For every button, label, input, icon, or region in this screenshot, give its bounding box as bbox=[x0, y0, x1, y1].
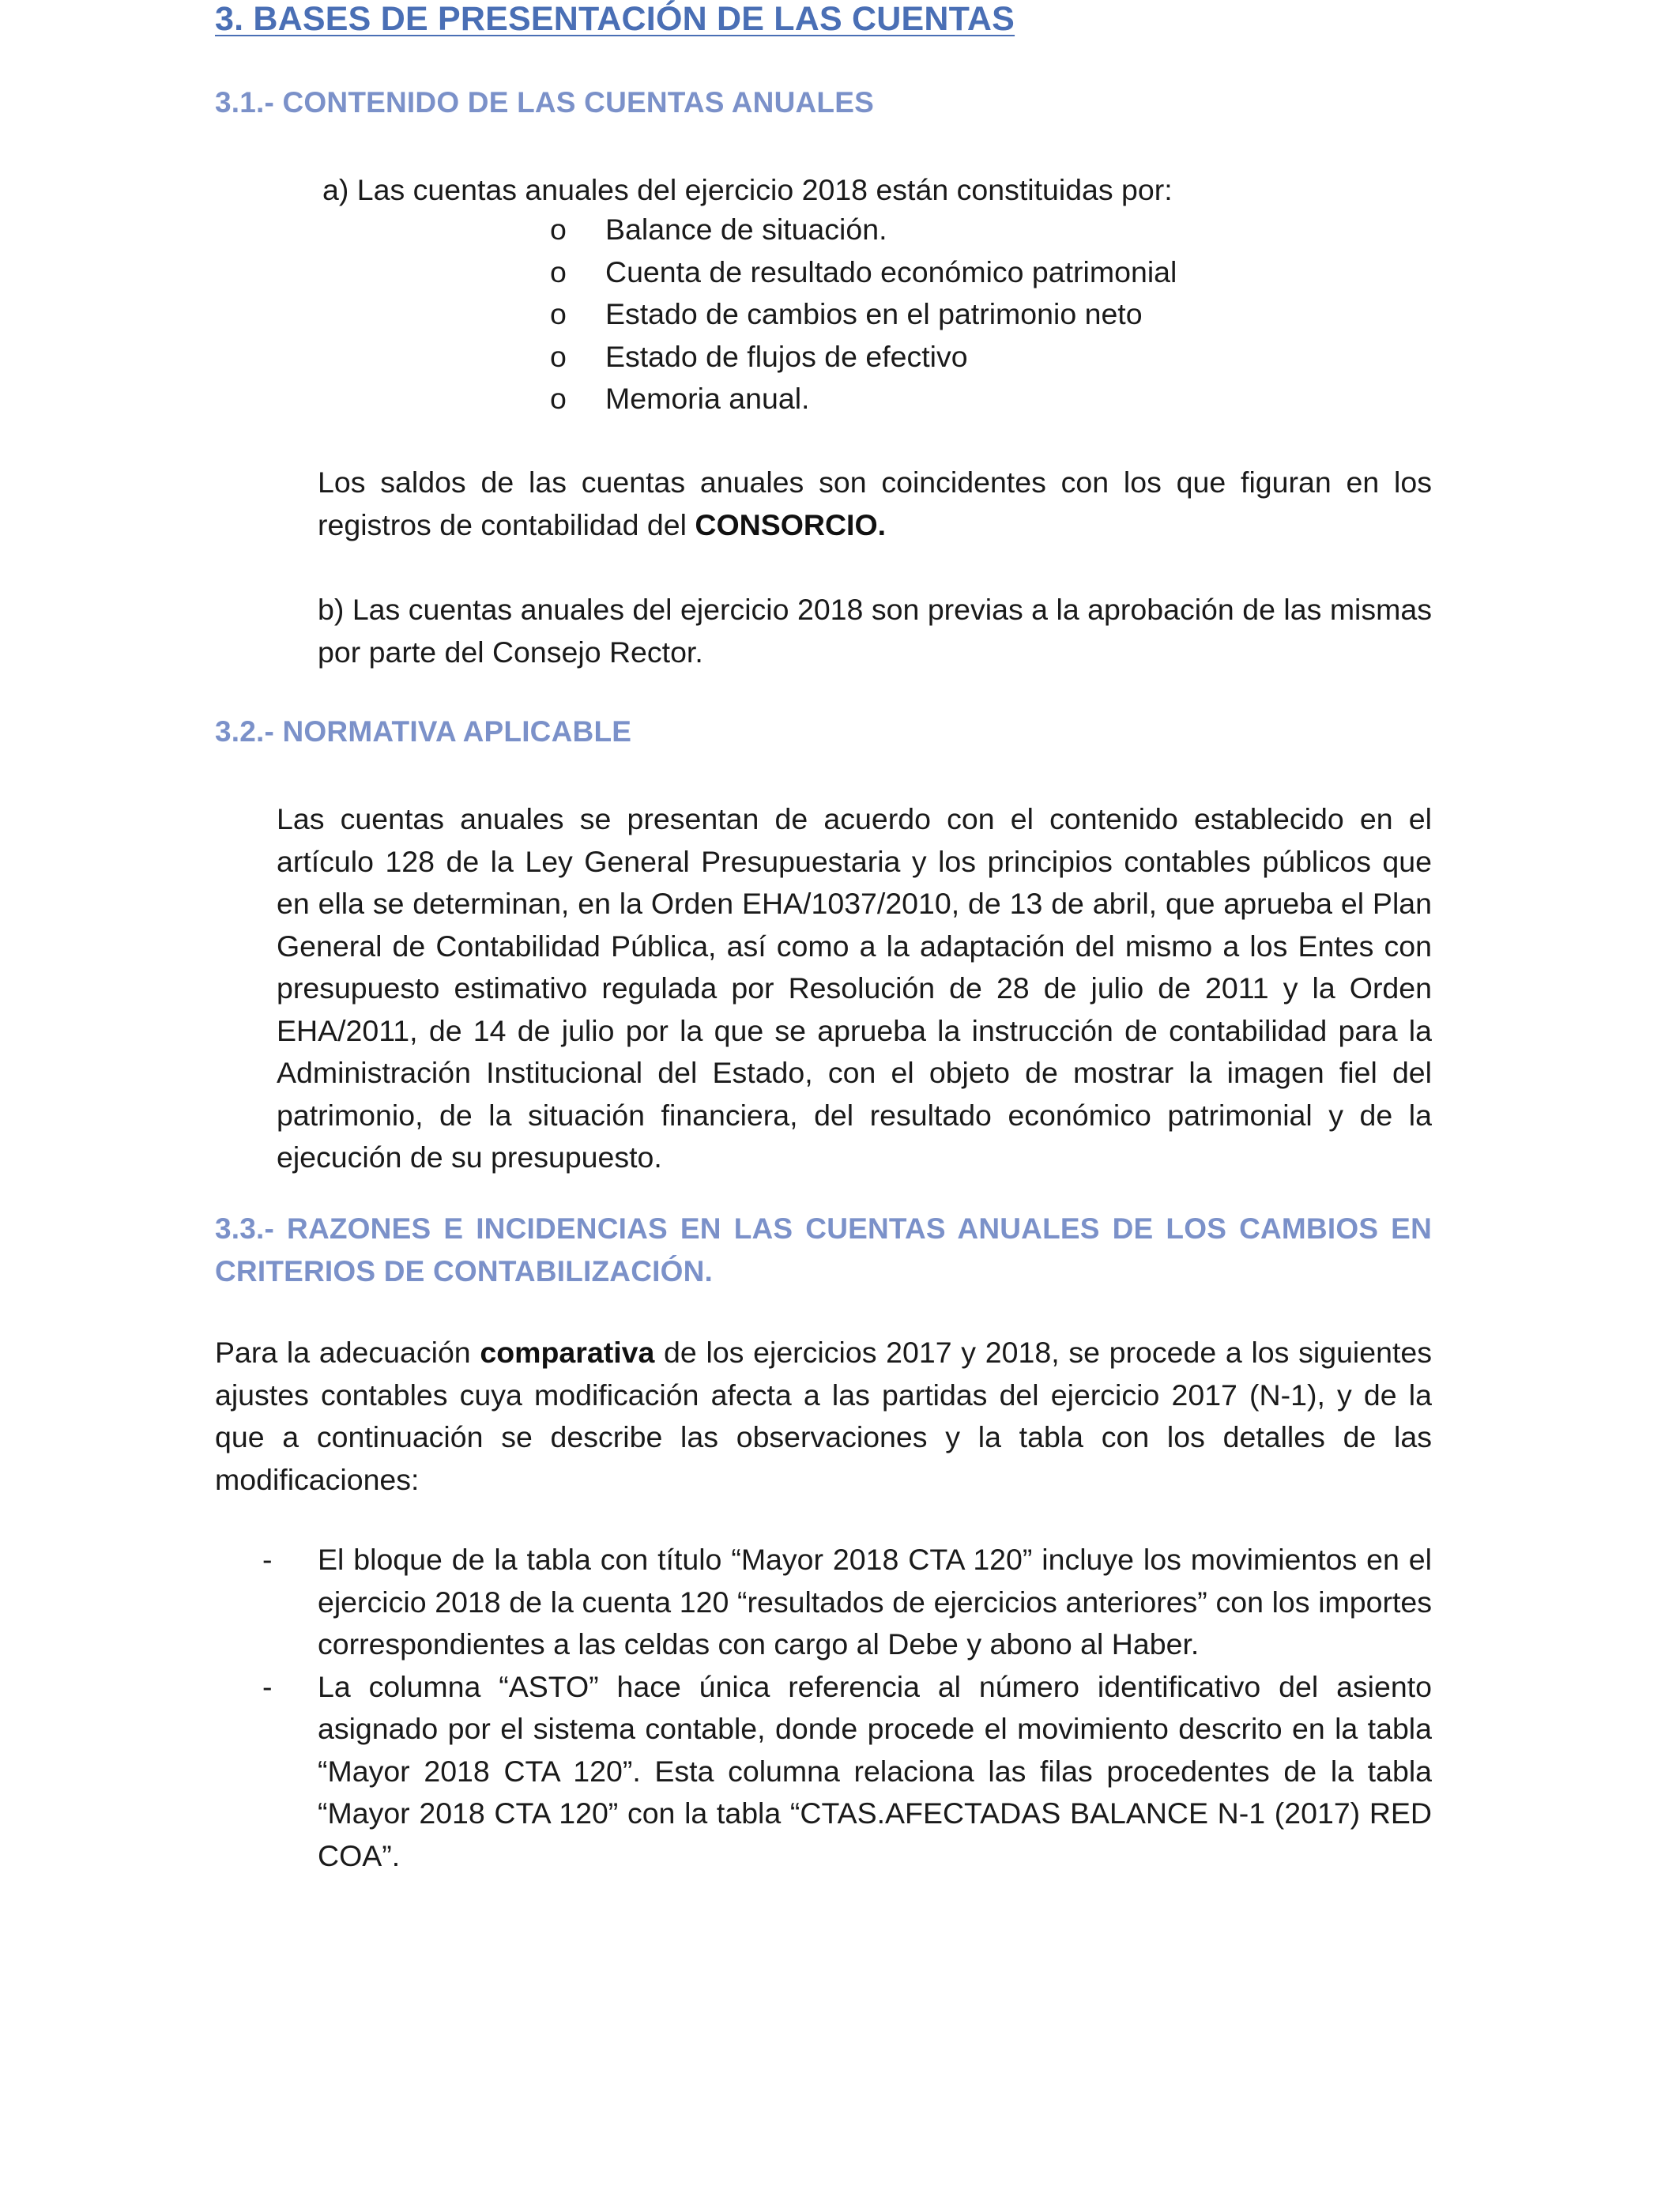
list-item-text: Estado de cambios en el patrimonio neto bbox=[605, 297, 1143, 330]
section-3-2-title: 3.2.- NORMATIVA APLICABLE bbox=[215, 715, 632, 748]
main-heading: 3. BASES DE PRESENTACIÓN DE LAS CUENTAS bbox=[215, 0, 1015, 38]
bullet-icon: o bbox=[550, 254, 567, 288]
list-item bbox=[550, 293, 1177, 336]
consortium-name: CONSORCIO. bbox=[695, 507, 887, 541]
section-3-3-title: 3.3.- RAZONES E INCIDENCIAS EN LAS CUENTAS ANUALES DE LOS CAMBIOS EN CRITERIOS DE CONTABILIZACIÓN. bbox=[215, 1212, 1432, 1287]
list-item bbox=[550, 378, 1177, 420]
list-item-text: El bloque de la tabla con título “Mayor 2018 CTA 120” incluye los movimientos en el ejercicio 2018 de la cuenta 120 “resultados de ejercicios anteriores” con los importes correspondientes a las celdas con cargo al Debe y abono al Haber. bbox=[318, 1543, 1432, 1661]
comparative-bold: comparativa bbox=[480, 1336, 655, 1369]
list-intro: a) Las cuentas anuales del ejercicio 2018 están constituidas por: bbox=[322, 173, 1173, 206]
section-3-1-title: 3.1.- CONTENIDO DE LAS CUENTAS ANUALES bbox=[215, 86, 874, 119]
regulation-paragraph: Las cuentas anuales se presentan de acuerdo con el contenido establecido en el artículo 128 de la Ley General Presupuestaria y los principios contables públicos que en ella se determinan, en la Orden EHA/1037/2010, de 13 de abril, que aprueba el Plan General de Contabilidad Pública, así como a la adaptación del mismo a los Entes con presupuesto estimativo regulada por Resolución de 28 de julio de 2011 y la Orden EHA/2011, de 14 de julio por la que se aprueba la instrucción de contabilidad para la Administración Institucional del Estado, con el objeto de mostrar la imagen fiel del patrimonio, de la situación financiera, del resultado económico patrimonial y de la ejecución de su presupuesto. bbox=[277, 802, 1432, 1174]
list-item-text: La columna “ASTO” hace única referencia al número identificativo del asiento asignado por el sistema contable, donde procede el movimiento descrito en la tabla “Mayor 2018 CTA 120”. Esta columna relaciona las filas procedentes de la tabla “Mayor 2018 CTA 120” con la tabla “CTAS.AFECTADAS BALANCE N-1 (2017) RED COA”. bbox=[318, 1669, 1432, 1872]
bullet-icon: o bbox=[550, 297, 567, 330]
list-item bbox=[215, 1539, 1432, 1666]
list-item bbox=[550, 251, 1177, 294]
list-item bbox=[215, 1666, 1432, 1878]
accounts-list bbox=[550, 209, 1177, 420]
comparative-text-pre: Para la adecuación bbox=[215, 1336, 480, 1369]
dash-icon: - bbox=[262, 1543, 273, 1576]
approval-paragraph: b) Las cuentas anuales del ejercicio 2018 son previas a la aprobación de las mismas por parte del Consejo Rector. bbox=[318, 593, 1432, 669]
comparative-paragraph bbox=[215, 1332, 1432, 1501]
observations-list bbox=[215, 1539, 1432, 1877]
balances-text: Los saldos de las cuentas anuales son coincidentes con los que figuran en los registros de contabilidad del bbox=[318, 466, 1432, 541]
list-item-text: Cuenta de resultado económico patrimonial bbox=[605, 254, 1177, 288]
list-item bbox=[550, 209, 1177, 251]
list-item-text: Balance de situación. bbox=[605, 213, 887, 246]
bullet-icon: o bbox=[550, 339, 567, 373]
list-item bbox=[550, 336, 1177, 379]
list-item-text: Estado de flujos de efectivo bbox=[605, 339, 968, 373]
bullet-icon: o bbox=[550, 382, 567, 415]
balances-paragraph bbox=[318, 462, 1432, 546]
dash-icon: - bbox=[262, 1669, 273, 1703]
list-item-text: Memoria anual. bbox=[605, 382, 810, 415]
bullet-icon: o bbox=[550, 213, 567, 246]
comparative-text-post: de los ejercicios 2017 y 2018, se procede a los siguientes ajustes contables cuya modificación afecta a las partidas del ejercicio 2017 (N-1), y de la que a continuación se describe las observaciones y la tabla con los detalles de las modificaciones: bbox=[215, 1336, 1432, 1496]
